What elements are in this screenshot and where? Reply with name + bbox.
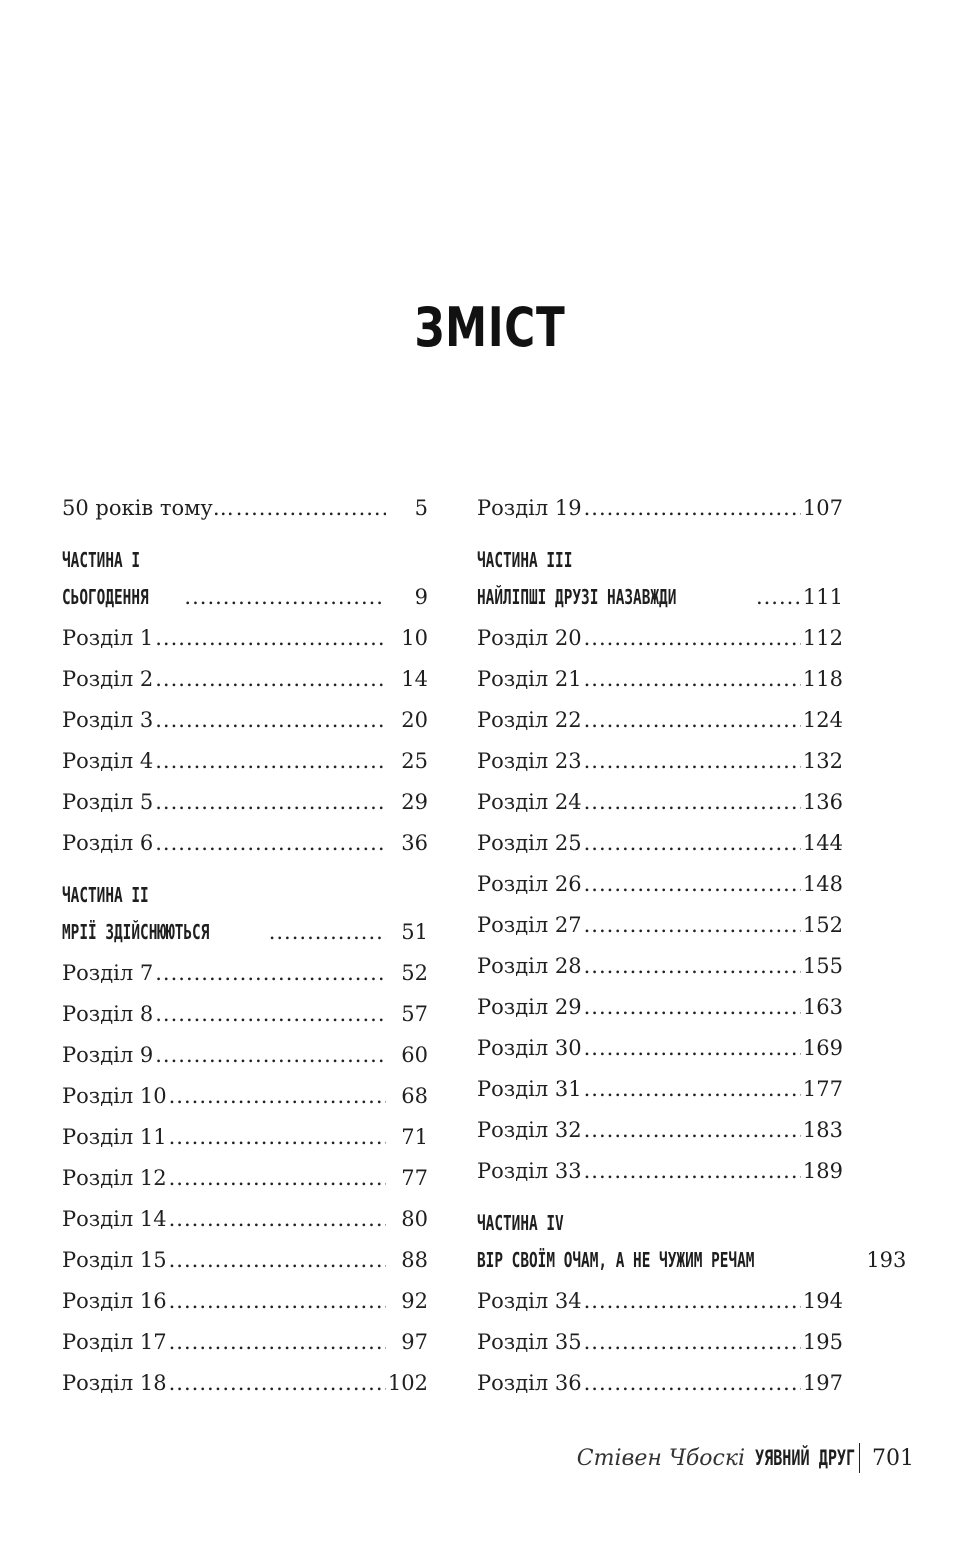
toc-entry-chapter[interactable]: [477, 946, 843, 987]
part-title: МРІЇ ЗДІЙСНЮЮТЬСЯ: [62, 920, 210, 944]
dot-leader: [184, 577, 386, 618]
footer-book-title: УЯВНИЙ ДРУГ: [755, 1446, 856, 1470]
dot-leader: [584, 741, 801, 782]
toc-entry-label: Розділ 21: [477, 667, 582, 691]
toc-entry-label: Розділ 1: [62, 626, 154, 650]
toc-entry-label: Розділ 30: [477, 1036, 582, 1060]
toc-entry-chapter[interactable]: [477, 741, 843, 782]
toc-column-right: [477, 488, 907, 1404]
toc-entry-page: 189: [802, 1159, 843, 1183]
toc-entry-chapter[interactable]: [62, 1322, 428, 1363]
toc-entry-page: 155: [802, 954, 843, 978]
toc-entry-page: 68: [401, 1084, 428, 1108]
toc-entry-chapter[interactable]: [62, 741, 428, 782]
toc-entry-page: 97: [401, 1330, 428, 1354]
toc-entry-chapter[interactable]: [477, 618, 843, 659]
toc-entry-label: Розділ 3: [62, 708, 154, 732]
toc-entry-page: 195: [802, 1330, 843, 1354]
dot-leader: [584, 1363, 801, 1404]
dot-leader: [169, 1199, 386, 1240]
toc-entry-label: Розділ 16: [62, 1289, 167, 1313]
toc-entry-page: 88: [401, 1248, 428, 1272]
toc-entry-page: 124: [802, 708, 843, 732]
toc-entry-label: Розділ 24: [477, 790, 582, 814]
dot-leader: [169, 1158, 386, 1199]
dot-leader: [584, 946, 801, 987]
toc-entry-page: 132: [802, 749, 843, 773]
toc-entry-label: Розділ 9: [62, 1043, 154, 1067]
toc-entry-chapter[interactable]: [62, 994, 428, 1035]
toc-entry-label: Розділ 27: [477, 913, 582, 937]
dot-leader: [169, 1363, 386, 1404]
toc-entry-page: 102: [387, 1371, 428, 1395]
toc-entry-label: Розділ 7: [62, 961, 154, 985]
toc-entry-page: 177: [802, 1077, 843, 1101]
toc-entry-page: 118: [802, 667, 843, 691]
toc-entry-chapter[interactable]: [62, 1035, 428, 1076]
dot-leader: [584, 659, 801, 700]
dot-leader: [155, 700, 386, 741]
toc-entry-part[interactable]: [62, 577, 428, 618]
toc-entry-label: Розділ 28: [477, 954, 582, 978]
toc-entry-label: Розділ 6: [62, 831, 154, 855]
footer-divider: [859, 1443, 860, 1473]
dot-leader: [584, 1322, 801, 1363]
toc-entry-chapter[interactable]: [477, 987, 843, 1028]
dot-leader: [169, 1322, 386, 1363]
toc-entry-label: Розділ 2: [62, 667, 154, 691]
toc-entry-page: 92: [401, 1289, 428, 1313]
dot-leader: [169, 1240, 386, 1281]
toc-entry-label: Розділ 10: [62, 1084, 167, 1108]
dot-leader: [584, 823, 801, 864]
dot-leader: [584, 782, 801, 823]
dot-leader: [155, 823, 386, 864]
toc-entry-chapter[interactable]: [62, 1363, 428, 1404]
toc-entry-chapter[interactable]: [477, 700, 843, 741]
toc-entry-part[interactable]: [477, 1240, 907, 1281]
toc-entry-label: Розділ 17: [62, 1330, 167, 1354]
toc-entry-label: Розділ 22: [477, 708, 582, 732]
toc-entry-label: Розділ 18: [62, 1371, 167, 1395]
toc-entry-part[interactable]: [62, 912, 428, 953]
toc-entry-page: 152: [802, 913, 843, 937]
toc-entry-page: 163: [802, 995, 843, 1019]
toc-entry-page: 80: [401, 1207, 428, 1231]
dot-leader: [155, 953, 386, 994]
toc-entry-page: 10: [401, 626, 428, 650]
dot-leader: [584, 618, 801, 659]
toc-entry-chapter[interactable]: [477, 823, 843, 864]
toc-entry-label: Розділ 36: [477, 1371, 582, 1395]
toc-entry-page: 20: [401, 708, 428, 732]
toc-column-left: [62, 488, 428, 1404]
toc-entry-page: 107: [802, 496, 843, 520]
toc-entry-page: 36: [401, 831, 428, 855]
toc-entry-part[interactable]: [477, 577, 843, 618]
toc-entry-page: 60: [401, 1043, 428, 1067]
dot-leader: [584, 488, 801, 529]
toc-entry-label: Розділ 29: [477, 995, 582, 1019]
toc-entry-page: 193: [866, 1248, 907, 1272]
toc-entry-chapter[interactable]: [62, 618, 428, 659]
dot-leader: [236, 488, 386, 529]
toc-entry-chapter[interactable]: [477, 1363, 843, 1404]
toc-entry-chapter[interactable]: [62, 1199, 428, 1240]
dot-leader: [584, 1028, 801, 1069]
dot-leader: [169, 1076, 386, 1117]
toc-entry-page: 25: [401, 749, 428, 773]
toc-entry-page: 112: [802, 626, 843, 650]
dot-leader: [155, 1035, 386, 1076]
toc-entry-label: Розділ 15: [62, 1248, 167, 1272]
dot-leader: [584, 1069, 801, 1110]
part-header: ЧАСТИНА IV: [477, 1211, 564, 1235]
toc-entry-page: 194: [802, 1289, 843, 1313]
toc-entry-chapter[interactable]: [62, 1117, 428, 1158]
dot-leader: [584, 987, 801, 1028]
toc-entry-page: 169: [802, 1036, 843, 1060]
toc-entry-page: 136: [802, 790, 843, 814]
part-title: НАЙЛІПШІ ДРУЗІ НАЗАВЖДИ: [477, 585, 677, 609]
toc-entry-chapter[interactable]: [477, 905, 843, 946]
toc-entry-prologue[interactable]: [62, 488, 428, 529]
toc-entry-label: Розділ 4: [62, 749, 154, 773]
toc-entry-chapter[interactable]: [477, 1281, 843, 1322]
toc-entry-chapter[interactable]: [477, 1322, 843, 1363]
toc-entry-chapter[interactable]: [477, 864, 843, 905]
toc-entry-page: 111: [802, 585, 843, 609]
toc-entry-label: Розділ 34: [477, 1289, 582, 1313]
dot-leader: [584, 905, 801, 946]
toc-entry-label: Розділ 19: [477, 496, 582, 520]
toc-entry-label: Розділ 5: [62, 790, 154, 814]
toc-entry-label: Розділ 8: [62, 1002, 154, 1026]
toc-entry-page: 144: [802, 831, 843, 855]
toc-entry-page: 29: [401, 790, 428, 814]
toc-entry-label: Розділ 12: [62, 1166, 167, 1190]
dot-leader: [756, 577, 801, 618]
toc-entry-label: Розділ 26: [477, 872, 582, 896]
footer-page-number: 701: [872, 1445, 914, 1471]
toc-entry[interactable]: [477, 488, 843, 529]
page-title: ЗМІСТ: [414, 296, 566, 359]
toc-entry-page: 51: [401, 920, 428, 944]
dot-leader: [169, 1281, 386, 1322]
part-title: ВІР СВОЇМ ОЧАМ, А НЕ ЧУЖИМ РЕЧАМ: [477, 1248, 755, 1272]
toc-entry-label: Розділ 20: [477, 626, 582, 650]
toc-entry-chapter[interactable]: [477, 1069, 843, 1110]
part-header: ЧАСТИНА ІІ: [62, 883, 149, 907]
toc-entry-page: 5: [414, 496, 428, 520]
part-title: СЬОГОДЕННЯ: [62, 585, 149, 609]
toc-entry-page: 183: [802, 1118, 843, 1142]
dot-leader: [155, 782, 386, 823]
part-header: ЧАСТИНА ІІІ: [477, 548, 573, 572]
toc-entry-label: Розділ 33: [477, 1159, 582, 1183]
toc-entry-chapter[interactable]: [477, 1110, 843, 1151]
dot-leader: [584, 1151, 801, 1192]
toc-entry-chapter[interactable]: [477, 782, 843, 823]
toc-entry-page: 57: [401, 1002, 428, 1026]
toc-entry-chapter[interactable]: [62, 782, 428, 823]
toc-entry-page: 148: [802, 872, 843, 896]
toc-entry-page: 9: [414, 585, 428, 609]
toc-entry-chapter[interactable]: [62, 659, 428, 700]
toc-entry-label: Розділ 31: [477, 1077, 582, 1101]
toc-entry-page: 77: [401, 1166, 428, 1190]
part-header: ЧАСТИНА І: [62, 548, 141, 572]
toc-entry-chapter[interactable]: [62, 700, 428, 741]
toc-entry-chapter[interactable]: [477, 1028, 843, 1069]
toc-entry-page: 71: [401, 1125, 428, 1149]
dot-leader: [155, 994, 386, 1035]
toc-entry-label: Розділ 11: [62, 1125, 167, 1149]
toc-entry-chapter[interactable]: [477, 659, 843, 700]
toc-entry-chapter[interactable]: [62, 823, 428, 864]
toc-entry-chapter[interactable]: [62, 1281, 428, 1322]
toc-entry-chapter[interactable]: [477, 1151, 843, 1192]
toc-entry-page: 52: [401, 961, 428, 985]
toc-entry-label: Розділ 35: [477, 1330, 582, 1354]
dot-leader: [155, 659, 386, 700]
dot-leader: [155, 618, 386, 659]
toc-entry-label: Розділ 23: [477, 749, 582, 773]
dot-leader: [584, 1110, 801, 1151]
dot-leader: [169, 1117, 386, 1158]
toc-entry-label: Розділ 32: [477, 1118, 582, 1142]
toc-entry-label: 50 років тому…: [62, 496, 234, 520]
toc-entry-chapter[interactable]: [62, 1158, 428, 1199]
dot-leader: [155, 741, 386, 782]
toc-entry-chapter[interactable]: [62, 1076, 428, 1117]
toc-entry-chapter[interactable]: [62, 1240, 428, 1281]
dot-leader: [584, 700, 801, 741]
toc-entry-page: 14: [401, 667, 428, 691]
toc-entry-label: Розділ 14: [62, 1207, 167, 1231]
dot-leader: [269, 912, 386, 953]
toc-entry-label: Розділ 25: [477, 831, 582, 855]
footer-author: Стівен Чбоскі: [576, 1445, 745, 1471]
page-footer: [577, 1440, 914, 1476]
dot-leader: [584, 1281, 801, 1322]
dot-leader: [584, 864, 801, 905]
toc-entry-page: 197: [802, 1371, 843, 1395]
toc-entry-chapter[interactable]: [62, 953, 428, 994]
